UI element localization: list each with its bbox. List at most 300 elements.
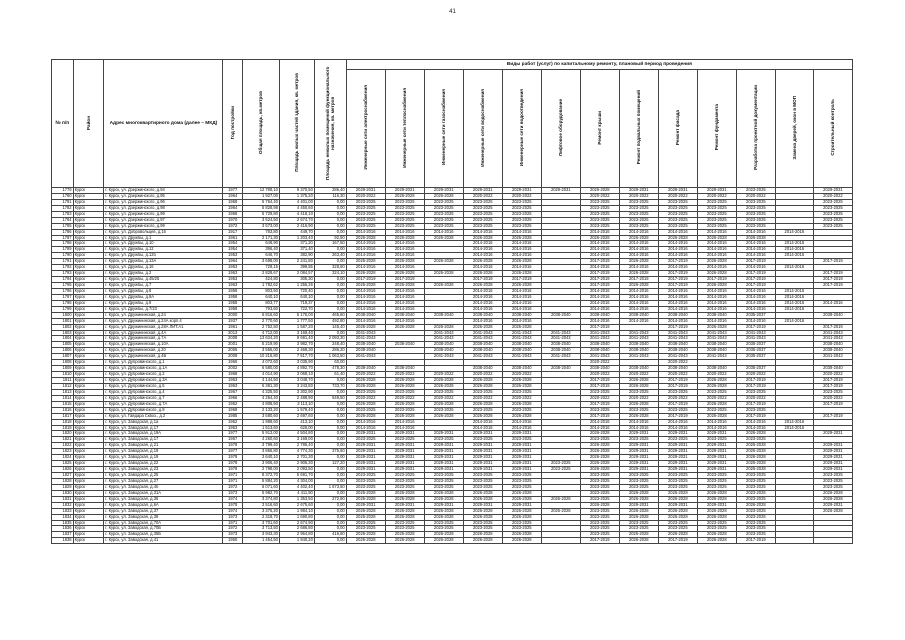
- work-period-cell: 2026-2028: [697, 324, 736, 330]
- work-period-cell: 2038-2040: [541, 366, 580, 372]
- living-area-cell: 719,37: [279, 300, 314, 306]
- living-area-cell: 626,00: [279, 425, 314, 431]
- work-period-cell: 2014-2016: [697, 306, 736, 312]
- work-period-cell: 2014-2016: [580, 265, 619, 271]
- total-area-cell: 3 375,20: [242, 508, 279, 514]
- district-cell: Курск: [73, 401, 104, 407]
- address-cell: г. Курск, ул. Дружбы, д.8: [104, 288, 223, 294]
- work-period-cell: 2029-2031: [813, 188, 852, 194]
- work-period-cell: 2041-2043: [619, 330, 658, 336]
- row-number: 1827: [52, 473, 74, 479]
- row-number: 1834: [52, 514, 74, 520]
- year-cell: 1958: [223, 300, 243, 306]
- work-period-cell: 2023-2025: [385, 217, 424, 223]
- work-period-cell: 2023-2025: [463, 199, 502, 205]
- work-period-cell: 2023-2025: [580, 496, 619, 502]
- work-period-cell: 2029-2031: [463, 455, 502, 461]
- work-period-cell: 2026-2028: [346, 413, 385, 419]
- col-header-work: Ремонт подвальных помещений: [619, 70, 658, 188]
- living-area-cell: 4 411,90: [279, 490, 314, 496]
- work-period-cell: 2023-2025: [813, 223, 852, 229]
- work-period-cell: 2038-2040: [697, 342, 736, 348]
- nonliving-area-cell: 263,40: [314, 253, 346, 259]
- living-area-cell: 371,20: [279, 241, 314, 247]
- work-period-cell: 2029-2031: [424, 467, 463, 473]
- work-period-cell: 2020-2022: [658, 395, 697, 401]
- work-period-cell: 2014-2016: [502, 253, 541, 259]
- work-period-cell: 2026-2028: [346, 259, 385, 265]
- work-period-cell: 2014-2016: [424, 229, 463, 235]
- work-period-cell: 2014-2016: [658, 306, 697, 312]
- row-number: 1816: [52, 407, 74, 413]
- address-cell: г. Курск, ул. Дружбы, д.16: [104, 265, 223, 271]
- work-period-cell: 2023-2025: [813, 473, 852, 479]
- work-period-cell: 2014-2016: [502, 306, 541, 312]
- nonliving-area-cell: 492,80: [314, 318, 346, 324]
- nonliving-area-cell: 92,50: [314, 235, 346, 241]
- living-area-cell: 1 690,80: [279, 514, 314, 520]
- work-period-cell: 2041-2043: [697, 336, 736, 342]
- work-period-cell: 2017-2019: [658, 383, 697, 389]
- row-number: 1800: [52, 312, 74, 318]
- work-period-cell: 2026-2028: [424, 283, 463, 289]
- work-period-cell: 2026-2028: [385, 378, 424, 384]
- address-cell: г. Курск, ул. Дзержинского, д.99: [104, 223, 223, 229]
- work-period-cell: 2023-2025: [813, 478, 852, 484]
- work-period-cell: 2029-2031: [813, 431, 852, 437]
- row-number: 1790: [52, 253, 74, 259]
- nonliving-area-cell: 328,60: [314, 265, 346, 271]
- year-cell: 1954: [223, 241, 243, 247]
- work-period-cell: 2023-2025: [697, 407, 736, 413]
- address-cell: г. Курск, ул. Дружининская, д.20: [104, 348, 223, 354]
- nonliving-area-cell: 0,00: [314, 514, 346, 520]
- nonliving-area-cell: 0,00: [314, 389, 346, 395]
- total-area-cell: 3 516,60: [242, 502, 279, 508]
- work-period-cell: 2023-2025: [463, 437, 502, 443]
- work-period-cell: 2023-2025: [813, 211, 852, 217]
- work-period-cell: 2014-2016: [385, 306, 424, 312]
- work-period-cell: 2029-2031: [463, 502, 502, 508]
- work-period-cell: 2014-2016: [697, 247, 736, 253]
- work-period-cell: 2038-2040: [424, 312, 463, 318]
- work-period-cell: 2017-2019: [736, 538, 775, 544]
- work-period-cell: 2023-2025: [346, 223, 385, 229]
- work-period-cell: 2014-2016: [658, 229, 697, 235]
- work-period-cell: 2041-2043: [658, 336, 697, 342]
- year-cell: 1966: [223, 360, 243, 366]
- work-period-cell: 2023-2025: [736, 199, 775, 205]
- nonliving-area-cell: 0,00: [314, 247, 346, 253]
- work-period-cell: 2041-2043: [424, 330, 463, 336]
- work-period-cell: 2020-2022: [385, 395, 424, 401]
- living-area-cell: 1 203,40: [279, 235, 314, 241]
- work-period-cell: 2023-2025: [424, 520, 463, 526]
- work-period-cell: 2023-2025: [346, 211, 385, 217]
- work-period-cell: 2029-2031: [697, 467, 736, 473]
- work-period-cell: 2029-2031: [424, 188, 463, 194]
- work-period-cell: 2014-2016: [463, 318, 502, 324]
- row-number: 1831: [52, 496, 74, 502]
- work-period-cell: 2020-2022: [346, 395, 385, 401]
- total-area-cell: 783,80: [242, 229, 279, 235]
- table-row: [52, 538, 853, 544]
- work-period-cell: 2041-2043: [424, 336, 463, 342]
- address-cell: г. Курск, ул. Заводская, д.35: [104, 496, 223, 502]
- work-period-cell: 2023-2025: [813, 484, 852, 490]
- total-area-cell: 2 752,50: [242, 324, 279, 330]
- nonliving-area-cell: 0,00: [314, 520, 346, 526]
- year-cell: 1964: [223, 259, 243, 265]
- work-period-cell: 2023-2025: [658, 223, 697, 229]
- year-cell: 1964: [223, 193, 243, 199]
- work-period-cell: 2014-2016: [736, 229, 775, 235]
- work-period-cell: 2026-2028: [658, 496, 697, 502]
- work-period-cell: 2020-2022: [658, 193, 697, 199]
- living-area-cell: 2 697,60: [279, 413, 314, 419]
- work-period-cell: 2017-2019: [813, 401, 852, 407]
- work-period-cell: 2020-2022: [736, 372, 775, 378]
- work-period-cell: 2026-2028: [424, 538, 463, 544]
- work-period-cell: 2014-2016: [697, 241, 736, 247]
- work-period-cell: 2014-2016: [502, 300, 541, 306]
- work-period-cell: 2023-2025: [619, 217, 658, 223]
- district-cell: Курск: [73, 223, 104, 229]
- living-area-cell: 399,55: [279, 265, 314, 271]
- work-period-cell: 2026-2028: [385, 538, 424, 544]
- address-cell: г. Курск, ул. Дружбы, д.9А: [104, 294, 223, 300]
- work-period-cell: 2023-2025: [619, 478, 658, 484]
- work-period-cell: 2026-2028: [619, 259, 658, 265]
- work-period-cell: 2014-2016: [463, 247, 502, 253]
- work-period-cell: 2029-2031: [658, 502, 697, 508]
- work-period-cell: 2026-2028: [813, 508, 852, 514]
- work-period-cell: 2026-2028: [697, 538, 736, 544]
- work-period-cell: 2020-2022: [502, 372, 541, 378]
- work-period-cell: 2026-2028: [463, 532, 502, 538]
- work-period-cell: 2026-2028: [658, 508, 697, 514]
- work-period-cell: 2014-2016: [697, 229, 736, 235]
- year-cell: 1968: [223, 407, 243, 413]
- work-period-cell: 2041-2043: [346, 330, 385, 336]
- year-cell: 1972: [223, 223, 243, 229]
- work-period-cell: 2014-2016: [619, 265, 658, 271]
- row-number: 1787: [52, 235, 74, 241]
- work-period-cell: 2026-2028: [385, 324, 424, 330]
- address-cell: г. Курск, ул. Дружининская, д.4А: [104, 330, 223, 336]
- row-number: 1786: [52, 229, 74, 235]
- year-cell: 1968: [223, 199, 243, 205]
- work-period-cell: 2023-2025: [619, 211, 658, 217]
- work-period-cell: [813, 538, 852, 544]
- work-period-cell: 2014-2016: [775, 419, 813, 425]
- total-area-cell: 5 828,98: [242, 205, 279, 211]
- work-period-cell: 2038-2040: [697, 312, 736, 318]
- total-area-cell: 3 524,50: [242, 217, 279, 223]
- work-period-cell: 2014-2016: [619, 300, 658, 306]
- work-period-cell: 2017-2019: [502, 277, 541, 283]
- work-period-cell: 2026-2028: [736, 443, 775, 449]
- year-cell: 1978: [223, 455, 243, 461]
- district-cell: Курск: [73, 241, 104, 247]
- work-period-cell: 2041-2043: [580, 336, 619, 342]
- work-period-cell: 2026-2028: [463, 235, 502, 241]
- work-period-cell: 2041-2043: [813, 354, 852, 360]
- row-number: 1802: [52, 324, 74, 330]
- row-number: 1797: [52, 294, 74, 300]
- district-cell: Курск: [73, 330, 104, 336]
- nonliving-area-cell: 2 093,30: [314, 336, 346, 342]
- year-cell: 1977: [223, 449, 243, 455]
- work-period-cell: 2017-2019: [813, 324, 852, 330]
- work-period-cell: 2014-2016: [580, 288, 619, 294]
- work-period-cell: 2023-2025: [658, 484, 697, 490]
- total-area-cell: 4 260,60: [242, 437, 279, 443]
- year-cell: 1958: [223, 288, 243, 294]
- work-period-cell: 2029-2031: [385, 461, 424, 467]
- living-area-cell: 4 401,00: [279, 199, 314, 205]
- work-period-cell: 2014-2016: [697, 425, 736, 431]
- year-cell: 1963: [223, 271, 243, 277]
- work-period-cell: 2023-2025: [697, 199, 736, 205]
- work-period-cell: 2026-2028: [502, 532, 541, 538]
- work-period-cell: 2014-2016: [346, 300, 385, 306]
- work-period-cell: 2026-2028: [385, 383, 424, 389]
- work-period-cell: 2023-2025: [580, 205, 619, 211]
- year-cell: 2000: [223, 312, 243, 318]
- address-cell: г. Курск, ул. Дружининская, д.24А корп.4: [104, 318, 223, 324]
- address-cell: г. Курск, ул. Заводская, д.27: [104, 478, 223, 484]
- work-period-cell: 2017-2019: [658, 538, 697, 544]
- work-period-cell: 2029-2031: [385, 467, 424, 473]
- address-cell: г. Курск, ул. Дзержинского, д.97: [104, 217, 223, 223]
- work-period-cell: 2014-2016: [619, 288, 658, 294]
- work-period-cell: 2023-2025: [502, 473, 541, 479]
- work-period-cell: 2026-2028: [502, 508, 541, 514]
- work-period-cell: 2026-2028: [619, 413, 658, 419]
- work-period-cell: 2026-2028: [463, 496, 502, 502]
- work-period-cell: 2029-2031: [619, 502, 658, 508]
- work-period-cell: 2026-2028: [346, 271, 385, 277]
- work-period-cell: 2014-2016: [736, 318, 775, 324]
- work-period-cell: 2023-2025: [736, 389, 775, 395]
- work-period-cell: 2014-2016: [385, 425, 424, 431]
- total-area-cell: 6 381,30: [242, 383, 279, 389]
- nonliving-area-cell: 0,00: [314, 538, 346, 544]
- work-period-cell: 2017-2019: [813, 383, 852, 389]
- work-period-cell: 2023-2025: [502, 437, 541, 443]
- work-period-cell: 2023-2025: [619, 437, 658, 443]
- nonliving-area-cell: 375,60: [314, 449, 346, 455]
- address-cell: г. Курск, ул. Дружбы, д.1: [104, 235, 223, 241]
- row-number: 1814: [52, 395, 74, 401]
- work-period-cell: 2026-2028: [658, 532, 697, 538]
- living-area-cell: 3 982,70: [279, 342, 314, 348]
- work-period-cell: 2038-2040: [502, 312, 541, 318]
- total-area-cell: 5 729,80: [242, 211, 279, 217]
- work-period-cell: 2023-2025: [697, 389, 736, 395]
- work-period-cell: 2014-2016: [697, 294, 736, 300]
- row-number: 1825: [52, 461, 74, 467]
- work-period-cell: 2029-2031: [658, 467, 697, 473]
- work-period-cell: 2035-2037: [736, 354, 775, 360]
- col-header-work: Инженерные сети водоотведения: [502, 70, 541, 188]
- work-period-cell: 2014-2016: [346, 425, 385, 431]
- living-area-cell: 2 786,40: [279, 443, 314, 449]
- work-period-cell: 2014-2016: [736, 247, 775, 253]
- work-period-cell: 2026-2028: [697, 401, 736, 407]
- total-area-cell: 3 573,00: [242, 223, 279, 229]
- address-cell: г. Курск, ул. Дружининская, д.4Б: [104, 354, 223, 360]
- living-area-cell: 2 905,30: [279, 461, 314, 467]
- work-period-cell: 2023-2025: [580, 508, 619, 514]
- work-period-cell: 2038-2040: [502, 366, 541, 372]
- work-period-cell: 2041-2043: [463, 330, 502, 336]
- work-period-cell: 2017-2019: [736, 277, 775, 283]
- work-period-cell: 2023-2025: [424, 205, 463, 211]
- year-cell: 1962: [223, 401, 243, 407]
- address-cell: г. Курск, ул. Заводская, д.6А: [104, 502, 223, 508]
- work-period-cell: 2017-2019: [385, 277, 424, 283]
- work-period-cell: 2029-2031: [813, 461, 852, 467]
- work-period-cell: 2014-2016: [346, 306, 385, 312]
- year-cell: 2001: [223, 342, 243, 348]
- work-period-cell: 2014-2016: [775, 229, 813, 235]
- address-cell: г. Курск, ул. Заводская, д.35Б: [104, 532, 223, 538]
- work-period-cell: 2026-2028: [697, 508, 736, 514]
- address-cell: г. Курск, ул. Дубровинского, д.1: [104, 360, 223, 366]
- work-period-cell: 2026-2028: [502, 538, 541, 544]
- work-period-cell: 2023-2025: [385, 199, 424, 205]
- district-cell: Курск: [73, 425, 104, 431]
- work-period-cell: 2020-2022: [580, 360, 619, 366]
- work-period-cell: 2020-2022: [697, 372, 736, 378]
- row-number: 1830: [52, 490, 74, 496]
- work-period-cell: 2029-2031: [813, 443, 852, 449]
- district-cell: Курск: [73, 526, 104, 532]
- work-period-cell: 2029-2031: [424, 502, 463, 508]
- address-cell: г. Курск, ул. Дружининская, д.7А: [104, 336, 223, 342]
- total-area-cell: 2 133,20: [242, 407, 279, 413]
- col-header-nonliving-area: Площадь нежилых помещений функционального назначения, кв. метров: [314, 60, 346, 188]
- work-period-cell: 2038-2040: [463, 366, 502, 372]
- district-cell: Курск: [73, 235, 104, 241]
- work-period-cell: 2041-2043: [813, 336, 852, 342]
- total-area-cell: 3 799,40: [242, 443, 279, 449]
- work-period-cell: 2023-2025: [580, 217, 619, 223]
- district-cell: Курск: [73, 508, 104, 514]
- address-cell: г. Курск, ул. Заводская, д.31А: [104, 490, 223, 496]
- work-period-cell: 2038-2040: [658, 342, 697, 348]
- living-area-cell: 3 035,90: [279, 360, 314, 366]
- work-period-cell: 2029-2031: [385, 502, 424, 508]
- work-period-cell: 2029-2031: [502, 449, 541, 455]
- capital-repair-table: [51, 59, 853, 544]
- work-period-cell: 2023-2025: [619, 520, 658, 526]
- work-period-cell: 2017-2019: [658, 324, 697, 330]
- district-cell: Курск: [73, 312, 104, 318]
- nonliving-area-cell: 0,00: [314, 277, 346, 283]
- work-period-cell: 2023-2025: [502, 211, 541, 217]
- work-period-cell: 2017-2019: [463, 277, 502, 283]
- work-period-cell: 2020-2022: [463, 193, 502, 199]
- district-cell: Курск: [73, 354, 104, 360]
- work-period-cell: 2038-2040: [580, 348, 619, 354]
- work-period-cell: 2023-2025: [658, 211, 697, 217]
- work-period-cell: 2026-2028: [424, 496, 463, 502]
- work-period-cell: 2038-2040: [463, 312, 502, 318]
- work-period-cell: 2014-2016: [697, 265, 736, 271]
- row-number: 1801: [52, 318, 74, 324]
- work-period-cell: 2041-2043: [619, 354, 658, 360]
- address-cell: г. Курск, ул. Дубровинского, д.9: [104, 407, 223, 413]
- district-cell: Курск: [73, 383, 104, 389]
- work-period-cell: 2026-2028: [385, 271, 424, 277]
- nonliving-area-cell: 0,00: [314, 478, 346, 484]
- nonliving-area-cell: 549,50: [314, 395, 346, 401]
- work-period-cell: 2029-2031: [619, 449, 658, 455]
- work-period-cell: 2026-2028: [580, 467, 619, 473]
- row-number: 1821: [52, 437, 74, 443]
- work-period-cell: 2026-2028: [580, 449, 619, 455]
- work-period-cell: 2017-2019: [658, 259, 697, 265]
- living-area-cell: 1 840,20: [279, 538, 314, 544]
- district-cell: Курск: [73, 283, 104, 289]
- nonliving-area-cell: 1 063,50: [314, 354, 346, 360]
- work-period-cell: 2014-2016: [385, 288, 424, 294]
- work-period-cell: 2023-2025: [697, 217, 736, 223]
- work-period-cell: 2023-2025: [736, 478, 775, 484]
- work-period-cell: 2023-2025: [736, 514, 775, 520]
- work-period-cell: 2029-2031: [619, 188, 658, 194]
- work-period-cell: 2026-2028: [619, 235, 658, 241]
- work-period-cell: 2014-2016: [619, 241, 658, 247]
- work-period-cell: 2017-2019: [580, 283, 619, 289]
- work-period-cell: 2023-2025: [424, 223, 463, 229]
- living-area-cell: 2 701,30: [279, 455, 314, 461]
- living-area-cell: 720,40: [279, 288, 314, 294]
- col-header-district: Район: [73, 60, 104, 188]
- work-period-cell: 2026-2028: [385, 413, 424, 419]
- work-period-cell: 2041-2043: [502, 330, 541, 336]
- work-period-cell: 2026-2028: [463, 508, 502, 514]
- work-period-cell: 2023-2025: [502, 484, 541, 490]
- work-period-cell: 2017-2019: [658, 271, 697, 277]
- work-period-cell: 2014-2016: [346, 265, 385, 271]
- work-period-cell: 2023-2025: [541, 467, 580, 473]
- total-area-cell: 2 828,67: [242, 271, 279, 277]
- total-area-cell: 13 634,20: [242, 336, 279, 342]
- work-period-cell: 2038-2040: [424, 348, 463, 354]
- work-period-cell: 2029-2031: [502, 443, 541, 449]
- work-period-cell: 2023-2025: [736, 205, 775, 211]
- work-period-cell: 2026-2028: [541, 496, 580, 502]
- total-area-cell: 3 640,10: [242, 455, 279, 461]
- work-period-cell: 2020-2022: [346, 372, 385, 378]
- work-period-cell: 2014-2016: [502, 294, 541, 300]
- work-period-cell: 2023-2025: [580, 211, 619, 217]
- work-period-cell: 2023-2025: [463, 223, 502, 229]
- work-period-cell: 2029-2031: [463, 443, 502, 449]
- work-period-cell: 2014-2016: [346, 419, 385, 425]
- work-period-cell: 2023-2025: [736, 532, 775, 538]
- work-period-cell: 2017-2019: [736, 259, 775, 265]
- work-period-cell: 2017-2019: [813, 271, 852, 277]
- year-cell: 1958: [223, 294, 243, 300]
- living-area-cell: 9 691,40: [279, 336, 314, 342]
- year-cell: 1963: [223, 383, 243, 389]
- nonliving-area-cell: 0,00: [314, 407, 346, 413]
